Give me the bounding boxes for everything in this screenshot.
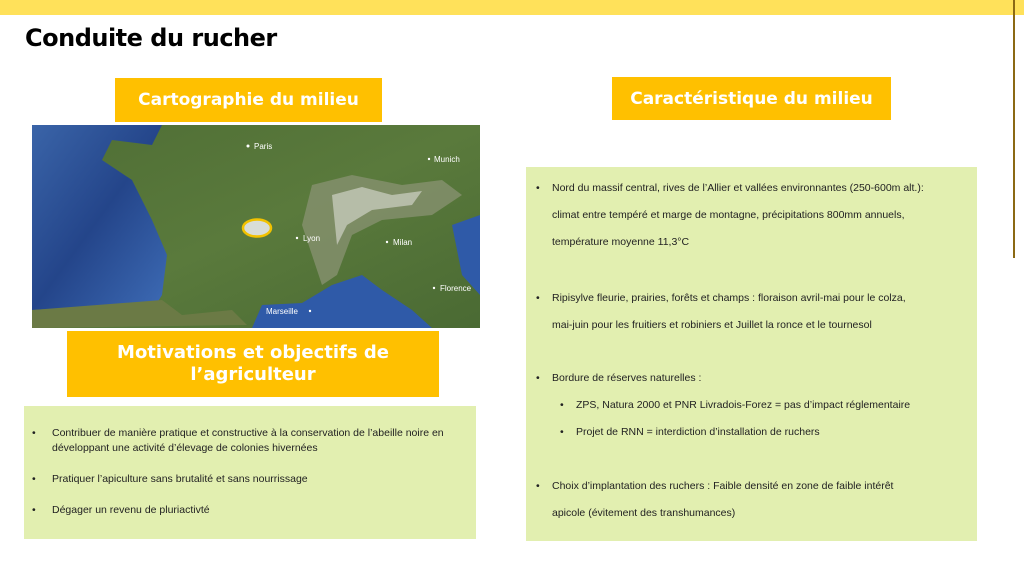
- subitem-text: ZPS, Natura 2000 et PNR Livradois-Forez = pas d’impact réglementaire: [576, 399, 911, 411]
- item-line: Nord du massif central, rives de l’Allier et vallées environnantes (250-600m alt.):: [552, 182, 924, 194]
- city-dot-lyon: [296, 237, 298, 239]
- city-label-marseille: Marseille: [266, 307, 299, 316]
- caracteristique-heading: Caractéristique du milieu: [612, 77, 891, 120]
- item-line: température moyenne 11,3°C: [552, 236, 690, 248]
- caracteristique-item: [536, 175, 982, 256]
- bullet-icon: •: [536, 292, 540, 304]
- city-label-munich: Munich: [434, 155, 460, 164]
- city-dot-marseille: [309, 310, 311, 312]
- motivation-item: [32, 426, 464, 456]
- bullet-icon: •: [32, 427, 36, 439]
- city-dot-milan: [386, 241, 388, 243]
- slide-title: Conduite du rucher: [25, 24, 277, 52]
- item-line: Bordure de réserves naturelles :: [552, 372, 702, 384]
- city-label-paris: Paris: [254, 142, 273, 151]
- item-line: climat entre tempéré et marge de montagne, précipitations 800mm annuels,: [552, 209, 905, 221]
- caracteristique-item: [536, 285, 982, 339]
- motivations-box: [24, 406, 476, 539]
- apiary-zone-marker: [243, 220, 271, 237]
- caracteristique-subitem: [560, 419, 976, 446]
- subitem-text: Projet de RNN = interdiction d’installation de ruchers: [576, 426, 820, 438]
- caracteristique-item: [536, 365, 982, 392]
- motivation-item: [32, 503, 464, 518]
- city-dot-paris: [247, 145, 250, 148]
- cartographie-heading: Cartographie du milieu: [115, 78, 382, 122]
- bullet-icon: •: [536, 182, 540, 194]
- caracteristique-item: [536, 473, 982, 527]
- motivation-item: [32, 472, 464, 487]
- top-accent-bar: [0, 0, 1024, 15]
- caracteristique-box: [526, 167, 977, 541]
- satellite-map: [32, 125, 480, 328]
- item-line: apicole (évitement des transhumances): [552, 507, 736, 519]
- motivation-text: Dégager un revenu de pluriactivté: [52, 504, 210, 516]
- motivation-text: Pratiquer l’apiculture sans brutalité et sans nourrissage: [52, 473, 308, 485]
- bullet-icon: •: [32, 473, 36, 485]
- city-label-florence: Florence: [440, 284, 472, 293]
- vertical-divider-line: [1013, 0, 1015, 258]
- city-dot-munich: [428, 158, 430, 160]
- motivation-text: Contribuer de manière pratique et constructive à la conservation de l’abeille noire en développant une activité d’élevage de colonies hivernées: [52, 427, 444, 454]
- bullet-icon: •: [560, 426, 564, 438]
- bullet-icon: •: [32, 504, 36, 516]
- map-graphic: [32, 125, 480, 328]
- city-label-milan: Milan: [393, 238, 413, 247]
- caracteristique-subitem: [560, 392, 976, 419]
- motivations-heading: Motivations et objectifs de l’agriculteur: [67, 331, 439, 397]
- item-line: Ripisylve fleurie, prairies, forêts et champs : floraison avril-mai pour le colza,: [552, 292, 906, 304]
- bullet-icon: •: [536, 372, 540, 384]
- city-label-lyon: Lyon: [303, 234, 321, 243]
- bullet-icon: •: [560, 399, 564, 411]
- item-line: Choix d’implantation des ruchers : Faible densité en zone de faible intérêt: [552, 480, 894, 492]
- item-line: mai-juin pour les fruitiers et robiniers et Juillet la ronce et le tournesol: [552, 319, 872, 331]
- city-dot-florence: [433, 287, 435, 289]
- bullet-icon: •: [536, 480, 540, 492]
